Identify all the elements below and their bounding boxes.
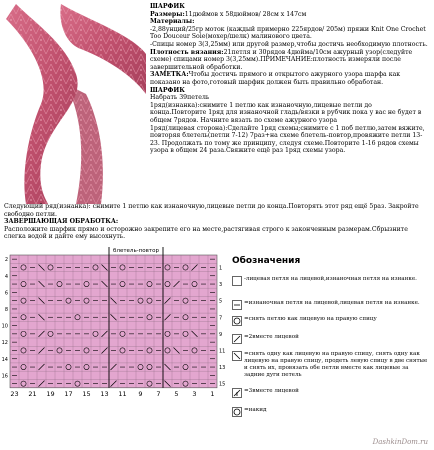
col-label: 23 [10, 389, 19, 398]
size-label: Размеры: [150, 10, 185, 18]
circle-icon [232, 316, 242, 326]
density-text: 21петля и 30рядов 4дюйма/10см ажурный узор(следуйте схеме) спицами номер 3(3,25мм).ПРИМЕЧАНИЕ:плотность измеряли после завершительной обработки. [150, 48, 413, 71]
legend-text: =снять одну как лицевую на правую спицу, снять одну как лицевую на правую спицу, продеть левую спицу в две снятые и снять их, провязать обе петли вместе как лицевые за задние дуги петель [244, 351, 428, 378]
materials-text: -2,88унций/25гр моток (каждый примерно 225ярдов/ 205м) пряжи Knit One Crochet Too Douceur Soie(мохер/шелк) малинового цвета. [150, 25, 426, 41]
yo-icon [232, 407, 242, 417]
legend-item-dash [232, 300, 430, 310]
slash-icon [232, 334, 242, 344]
size-line [150, 11, 430, 19]
legend-text: =накид [244, 407, 267, 414]
repeat-label: блетель-повтор [113, 248, 159, 254]
row-label-right: 11 [219, 348, 226, 355]
legend-text: =3вместе лицевой [244, 388, 299, 394]
scarf-photo [6, 4, 146, 204]
dash-icon [232, 300, 242, 310]
legend-text: =снять петлю как лицевую на правую спицу [244, 316, 377, 322]
col-label: 19 [46, 389, 55, 398]
col-label: 5 [174, 389, 179, 398]
legend-item-slash [232, 334, 430, 344]
row-label-left: 8 [4, 306, 8, 313]
note-text: Чтобы достичь прямого и открытого ажурного узора шарфа как показано на фото,готовый шарфик должен быть правильно обработан. [150, 71, 401, 86]
finishing-text: Расположите шарфик прямо и осторожно закрепите его на месте,растягивая строго к законченным размерам.Сбрызните слегка водой и дайте ему высохнуть. [4, 225, 408, 241]
finishing-title: ЗАВЕРШАЮЩАЯ ОБРАБОТКА: [4, 218, 119, 226]
row-label-right: 1 [219, 265, 223, 272]
needles-text: -Спицы номер 3(3,25мм) или другой размер,чтобы достичь необходимую плотность. [150, 40, 428, 48]
col-label: 15 [82, 389, 91, 398]
row-label-right: 15 [219, 381, 226, 388]
row-label-left: 12 [1, 340, 8, 347]
legend-item-circle [232, 316, 430, 326]
col-label: 1 [210, 389, 215, 398]
doc-title: ШАРФИК [150, 3, 185, 10]
legend-text: =изнаночная петля на лицевой,лицевая петля на изнанке. [244, 300, 420, 306]
triangle-icon [232, 388, 242, 398]
row-label-right: 5 [219, 298, 223, 305]
col-label: 3 [192, 389, 197, 398]
note-line [150, 71, 430, 86]
cast-on-text: Набрать 39петель [150, 94, 210, 102]
watermark: DashkinDom.ru [372, 438, 428, 446]
row-label-left: 4 [4, 273, 8, 280]
row-label-right: 13 [219, 365, 226, 372]
row1-text: 1ряд(изнанка):снимите 1 петлю как изнаночную,лицевые петли до конца.Повторите 1ряд для изнаночной гладь/вязки в рубчик пока у вас не будет в общем 7рядов. Начните вязать по схеме ажурного узора [150, 101, 422, 124]
size-value: 11дюймов х 58дюймов/ 28см х 147см [184, 10, 307, 18]
legend-item-yo [232, 407, 430, 417]
row-label-right: 7 [219, 315, 223, 322]
legend-title: Обозначения [232, 256, 301, 266]
col-label: 7 [156, 389, 161, 398]
legend-item-blank [232, 276, 430, 286]
legend-text: -лицевая петля на лицевой,изнаночная петля на изнанке. [244, 276, 417, 282]
note-label: ЗАМЕТКА: [150, 71, 189, 79]
finishing-section [4, 203, 430, 241]
legend-item-backslash [232, 351, 430, 378]
legend-item-triangle [232, 388, 430, 398]
materials-label: Материалы: [150, 18, 195, 26]
sub-title: ШАРФИК [150, 86, 185, 94]
col-label: 13 [100, 389, 109, 398]
row-label-left: 14 [1, 356, 8, 363]
row-label-left: 6 [4, 290, 8, 297]
blank-icon [232, 276, 242, 286]
col-label: 9 [138, 389, 143, 398]
density-label: Плотность вязания: [150, 48, 224, 56]
knitting-chart [0, 240, 230, 440]
legend-text: =2вместе лицевой [244, 333, 299, 340]
col-label: 17 [64, 389, 73, 398]
next-row-text: Следующий ряд(изнанка): снимите 1 петлю как изнаночную,лицевые петли до конца.Повторять этот ряд ещё 5раз. Закройте свободно петли. [4, 203, 419, 218]
row-label-left: 16 [1, 373, 8, 380]
col-label: 21 [28, 389, 37, 398]
row-label-right: 3 [219, 282, 223, 289]
backslash-icon [232, 351, 242, 361]
pattern-description [150, 3, 430, 155]
row-label-left: 10 [1, 323, 8, 330]
row-label-right: 9 [219, 331, 223, 338]
row-label-left: 2 [4, 257, 8, 264]
col-label: 11 [118, 389, 127, 398]
row-front-text: 1ряд(лицевая сторона):Сделайте 1ряд схемы;снимите с 1 поб петлю,затем вяжите, повторяя блетель(петли 7-12) 7раз+на схеме блетель-повтор,провяжите петли 13-23. Продолжать по тому же принципу, следуя схеме.Повторите 1-16 рядов схемы узора в общем 24 раза.Свяжите ещё раз 1ряд схемы узора. [150, 124, 425, 155]
density-line [150, 49, 430, 72]
